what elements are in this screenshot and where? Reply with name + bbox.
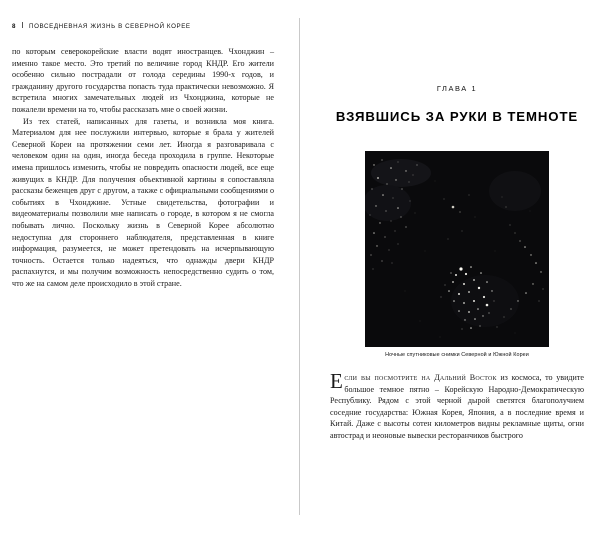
opening-lead-text: сли вы посмотрите на Дальний Восток (344, 373, 497, 382)
page-number: 8 (12, 23, 17, 30)
left-page-body (12, 46, 274, 289)
chapter-title: ВЗЯВШИСЬ ЗА РУКИ В ТЕМНОТЕ (335, 109, 579, 124)
satellite-night-image-korea (365, 151, 549, 347)
drop-cap: Е (330, 369, 343, 393)
paragraph: Из тех статей, написанных для газеты, и возникла моя книга. Материалом для нее послужили интервью, которые я брала у жителей Северной Кореи на протяжении семи лет. Иногда я разговаривала с человеком один на один, иногда беседа проходила в группе. Некоторые имена пришлось изменить, чтобы не повредить опасности людей, все еще живущих в КНДР. Для получения объективной картины я сопоставляла рассказы беженцев друг с другом, а также с официальными сообщениями о событиях в Чхонджине. Устные свидетельства, фотографии и видеоматериалы позволили мне написать о городе, в котором я не смогла побывать лично. Поскольку жизнь в Северной Корее абсолютно недоступна для стороннего наблюдателя, представленная в книге информация, разумеется, не может претендовать на исчерпывающую точность. Остается только надеяться, что однажды двери КНДР распахнутся, и мы получим возможность непосредственно судить о том, что же на самом деле происходило в этой стране. (12, 116, 274, 288)
running-head-title: ПОВСЕДНЕВНАЯ ЖИЗНЬ В СЕВЕРНОЙ КОРЕЕ (29, 23, 191, 30)
paragraph: по которым северокорейские власти водят иностранцев. Чхонджин – именно такое место. Это третий по величине город КНДР. Его жители особенно сильно пострадали от голода середины 1990-х годов, и гражданину другого государства попасть туда практически невозможно. Я встретила многих замечательных людей из Чхонджина, которые не пожалели времени на то, чтобы рассказать мне о своей жизни. (12, 47, 274, 114)
chapter-label: ГЛАВА 1 (436, 84, 478, 93)
figure-caption: Ночные спутниковые снимки Северной и Южной Кореи (385, 352, 529, 358)
right-page (300, 0, 600, 533)
running-head-divider (22, 22, 23, 28)
chapter-opening-paragraph (330, 369, 584, 442)
opening-body-text: из космоса, то увидите большое темное пятно – Корейскую Народно-Демократическую Республику. Рядом с этой черной дырой светятся благополучием соседние государства: Южная Корея, Япония, а в последние время и Китай. Даже с высоты сотен километров видны рекламные щиты, огни автострад и неоновые вывески ресторанчиков быстрого (330, 373, 584, 440)
running-head (12, 22, 274, 30)
figure (330, 151, 584, 358)
